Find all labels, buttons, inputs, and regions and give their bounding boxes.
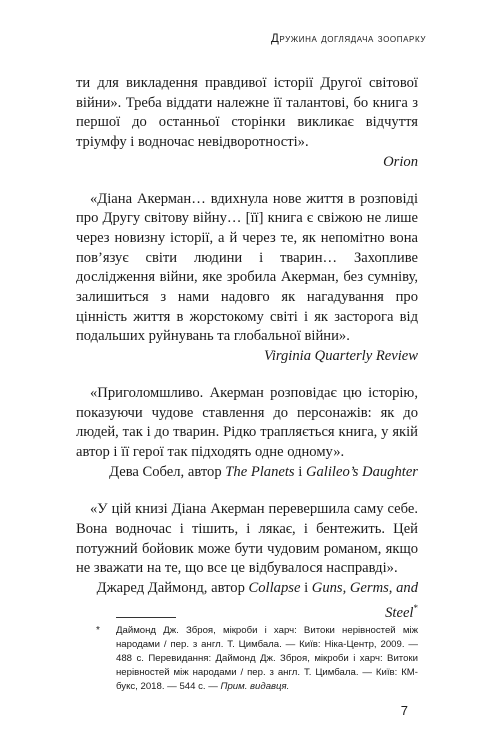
footnote-reference[interactable]: * (413, 602, 418, 613)
attribution-book-2: Galileo’s Daughter (305, 463, 418, 480)
blurbs-block (76, 74, 418, 623)
running-head: Дружина доглядача зоопарку (270, 33, 426, 45)
blurb-text-2: «Діана Акерман… вдихнула нове життя в розповіді про Другу світову війну… [її] книга є свіжою не лише через новизну історії, а й через те, як непомітно вона пов’язує світи людини і тварин… Захопливе дослідження війни, яке зробила Акерман, без сумніву, залишиться з нами надовго як нагадування про цінність життя в жорстокому світі і як засторога від подальших руйнувань та глобальної війни». (76, 190, 418, 345)
attribution-conjunction: і (300, 580, 312, 597)
blurb-attribution-3 (76, 463, 418, 483)
footnote-mark: * (96, 625, 100, 636)
blurb-attribution-1 (76, 153, 418, 173)
footnote (96, 624, 418, 694)
attribution-book-2: Guns, Germs, and Steel (311, 580, 418, 621)
page-number: 7 (400, 703, 408, 718)
blurb-attribution-2 (76, 347, 418, 367)
attribution-conjunction: і (294, 463, 306, 480)
attribution-source: Virginia Quarterly Review (263, 348, 418, 365)
footnote-body: Даймонд Дж. Зброя, мікроби і харч: Витоки нерівностей між народами / пер. з англ. Т. Цимбала. — Київ: Ніка-Центр, 2009. — 488 с. Перевидання: Даймонд Дж. Зброя, мікроби і харч: Витоки нерівностей між народами / пер. з англ. Т. Цимбала. — Київ: КМ-букс, 2018. — 544 с. — (116, 625, 418, 692)
blurb-text-1: ти для викладення правдивої історії Другої світової війни». Треба віддати належне її талантові, бо книга з першої до останньої сторінки викликає відчуття тріумфу і водночас невідворотності». (76, 75, 418, 151)
blurb-text-3: «Приголомшливо. Акерман розповідає цю історію, показуючи чудове ставлення до персонажів: як до людей, так і до тварин. Рідко трапляється книга, у якій автор і її герої так підходять одне одному». (76, 384, 418, 460)
attribution-author: Дева Собел, автор (109, 463, 226, 480)
attribution-source: Orion (383, 153, 418, 170)
attribution-book-1: Collapse (248, 580, 301, 597)
footnote-publisher-note: Прим. видавця. (220, 681, 290, 692)
blurb-text-4: «У цій книзі Діана Акерман перевершила саму себе. Вона водночас і тішить, і лякає, і бентежить. Цей потужний бойовик може бути чудовим романом, якщо не зважати на те, що все це відбувалося насправді». (76, 501, 418, 577)
attribution-author: Джаред Даймонд, автор (96, 580, 249, 597)
attribution-book-1: The Planets (225, 463, 295, 480)
footnote-divider (116, 617, 176, 618)
footnote-text (116, 624, 418, 694)
